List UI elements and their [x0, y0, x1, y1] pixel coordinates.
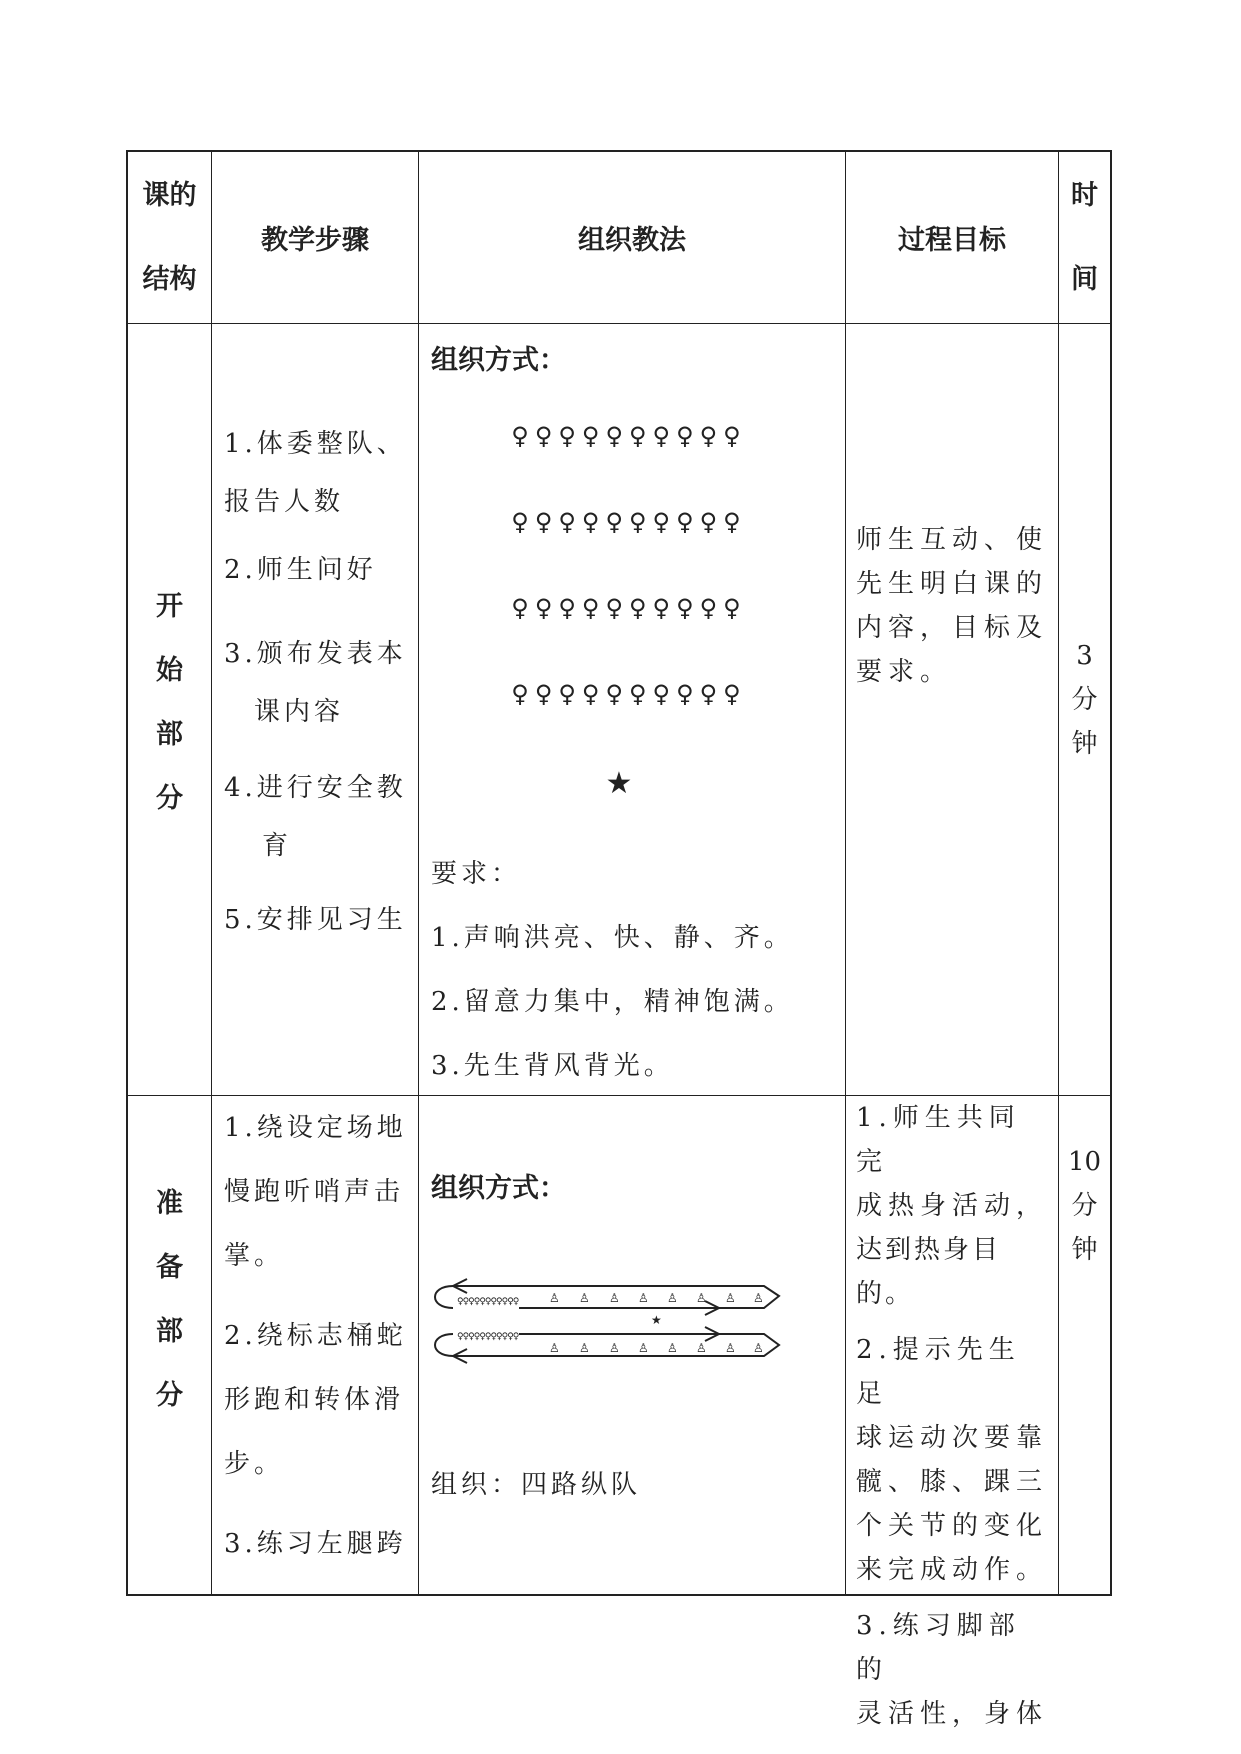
start-section-char-3: 部: [156, 719, 183, 750]
start-requirements: [431, 842, 794, 1098]
start-step-3-line1: 3.颁布发表本: [224, 639, 407, 669]
prep-step-1-line2: 慢跑听哨声击: [224, 1177, 405, 1207]
cone-icon: ♙: [725, 1341, 736, 1355]
cone-icon: ♙: [696, 1291, 707, 1305]
prep-step-2-line3: 步。: [224, 1449, 285, 1479]
start-section-label: [128, 575, 211, 831]
cone-icon: ♙: [753, 1291, 764, 1305]
prep-org-title: 组织方式：: [431, 1173, 566, 1204]
header-time: [1059, 152, 1110, 323]
prep-goal-3-line-1: 3.练习脚部的: [856, 1611, 1021, 1685]
cone-icon: ♙: [696, 1341, 707, 1355]
start-time-unit-1: 分: [1071, 685, 1098, 715]
prep-goal: [846, 1096, 1058, 1736]
prep-time-unit-1: 分: [1071, 1191, 1098, 1221]
prep-goal-1-line-1: 1.师生共同完: [856, 1103, 1021, 1177]
start-formation-row-1: ♀♀♀♀♀♀♀♀♀♀: [511, 422, 747, 450]
prep-goal-2-line-5: 来完成动作。: [856, 1555, 1049, 1585]
start-time-value: 3: [1076, 641, 1093, 671]
prep-steps: [212, 1096, 418, 1576]
start-req-3: 3.先生背风背光。: [431, 1051, 674, 1081]
cones-row-1: [549, 1291, 764, 1305]
cone-icon: ♙: [667, 1341, 678, 1355]
route-bottom-loop-left: [435, 1334, 453, 1356]
header-time-line2: 间: [1071, 263, 1098, 295]
prep-goal-2-line-1: 2.提示先生足: [856, 1335, 1021, 1409]
cone-icon: ♙: [753, 1341, 764, 1355]
diagram-teacher-star-icon: ★: [651, 1313, 662, 1327]
prep-org-note: 组织：四路纵队: [431, 1470, 642, 1500]
prep-section-char-1: 准: [156, 1188, 183, 1219]
table-col-divider-4: [1058, 150, 1059, 1596]
prep-step-1-line3: 掌。: [224, 1241, 285, 1271]
prep-goal-2-line-4: 个关节的变化: [856, 1511, 1049, 1541]
start-step-4-line2: 育: [262, 831, 293, 861]
prep-goal-3-line-2: 灵活性，身体: [856, 1699, 1049, 1729]
header-structure: [128, 152, 211, 323]
header-structure-line1: 课的: [142, 179, 197, 211]
prep-time-value: 10: [1067, 1147, 1102, 1177]
prep-method: [419, 1096, 845, 1594]
diagram-players-row-2: ♀♀♀♀♀♀♀♀♀♀♀: [457, 1332, 519, 1342]
start-goal-line-3: 内容，目标及: [856, 613, 1049, 643]
prep-section-char-3: 部: [156, 1316, 183, 1347]
start-step-2-line1: 2.师生问好: [224, 555, 377, 585]
start-goal-line-4: 要求。: [856, 657, 953, 687]
start-goal-line-1: 师生互动、使: [856, 525, 1049, 555]
header-goal: 过程目标: [898, 225, 1006, 256]
start-method: [419, 324, 845, 1095]
cone-icon: ♙: [725, 1291, 736, 1305]
start-goal-line-2: 先生明白课的: [856, 569, 1049, 599]
start-formation-row-3: ♀♀♀♀♀♀♀♀♀♀: [511, 594, 747, 622]
diagram-players-row-1: ♀♀♀♀♀♀♀♀♀♀♀: [457, 1297, 519, 1307]
cone-icon: ♙: [638, 1291, 649, 1305]
prep-section-label: [128, 1172, 211, 1428]
start-req-title: 要求：: [431, 859, 522, 889]
start-step-5-line1: 5.安排见习生: [224, 905, 407, 935]
start-steps: [212, 415, 418, 949]
cone-icon: ♙: [549, 1341, 560, 1355]
route-top-loop-left: [435, 1286, 453, 1308]
cone-icon: ♙: [638, 1341, 649, 1355]
table-border-right: [1110, 150, 1112, 1596]
cone-icon: ♙: [609, 1341, 620, 1355]
prep-goal-2-line-3: 髋、膝、踝三: [856, 1467, 1049, 1497]
cones-row-2: [549, 1341, 764, 1355]
start-formation-row-2: ♀♀♀♀♀♀♀♀♀♀: [511, 508, 747, 536]
start-step-1-line2: 报告人数: [224, 487, 345, 517]
cone-icon: ♙: [609, 1291, 620, 1305]
prep-step-1-line1: 1.绕设定场地: [224, 1113, 407, 1143]
start-goal: [846, 518, 1058, 694]
prep-goal-1-line-3: 达到热身目的。: [856, 1235, 1002, 1309]
prep-time-unit-2: 钟: [1071, 1235, 1098, 1265]
start-time: [1059, 634, 1110, 766]
prep-goal-1-line-2: 成热身活动，: [856, 1191, 1049, 1221]
teacher-star-icon: ★: [605, 766, 633, 801]
prep-goal-2-line-2: 球运动次要靠: [856, 1423, 1049, 1453]
prep-section-char-2: 备: [156, 1252, 183, 1283]
header-structure-line2: 结构: [142, 263, 197, 295]
cone-icon: ♙: [579, 1341, 590, 1355]
header-time-line1: 时: [1071, 179, 1098, 211]
start-section-char-2: 始: [156, 655, 183, 686]
start-step-3-line2: 课内容: [254, 697, 345, 727]
start-step-1-line1: 1.体委整队、: [224, 429, 407, 459]
prep-step-2-line2: 形跑和转体滑: [224, 1385, 405, 1415]
start-step-4-line1: 4.进行安全教: [224, 773, 407, 803]
start-time-unit-2: 钟: [1071, 729, 1098, 759]
cone-icon: ♙: [549, 1291, 560, 1305]
start-section-char-1: 开: [156, 591, 183, 622]
start-req-1: 1.声响洪亮、快、静、齐。: [431, 923, 794, 953]
prep-step-3-line1: 3.练习左腿跨: [224, 1529, 407, 1559]
warmup-route-diagram: [419, 1246, 845, 1396]
cone-icon: ♙: [579, 1291, 590, 1305]
start-org-title: 组织方式：: [431, 345, 566, 376]
prep-section-char-4: 分: [156, 1380, 183, 1411]
start-req-2: 2.留意力集中，精神饱满。: [431, 987, 794, 1017]
header-method: 组织教法: [578, 225, 686, 256]
prep-step-2-line1: 2.绕标志桶蛇: [224, 1321, 407, 1351]
start-formation-row-4: ♀♀♀♀♀♀♀♀♀♀: [511, 680, 747, 708]
cone-icon: ♙: [667, 1291, 678, 1305]
header-steps: 教学步骤: [261, 225, 369, 256]
start-section-char-4: 分: [156, 783, 183, 814]
prep-time: [1059, 1140, 1110, 1272]
